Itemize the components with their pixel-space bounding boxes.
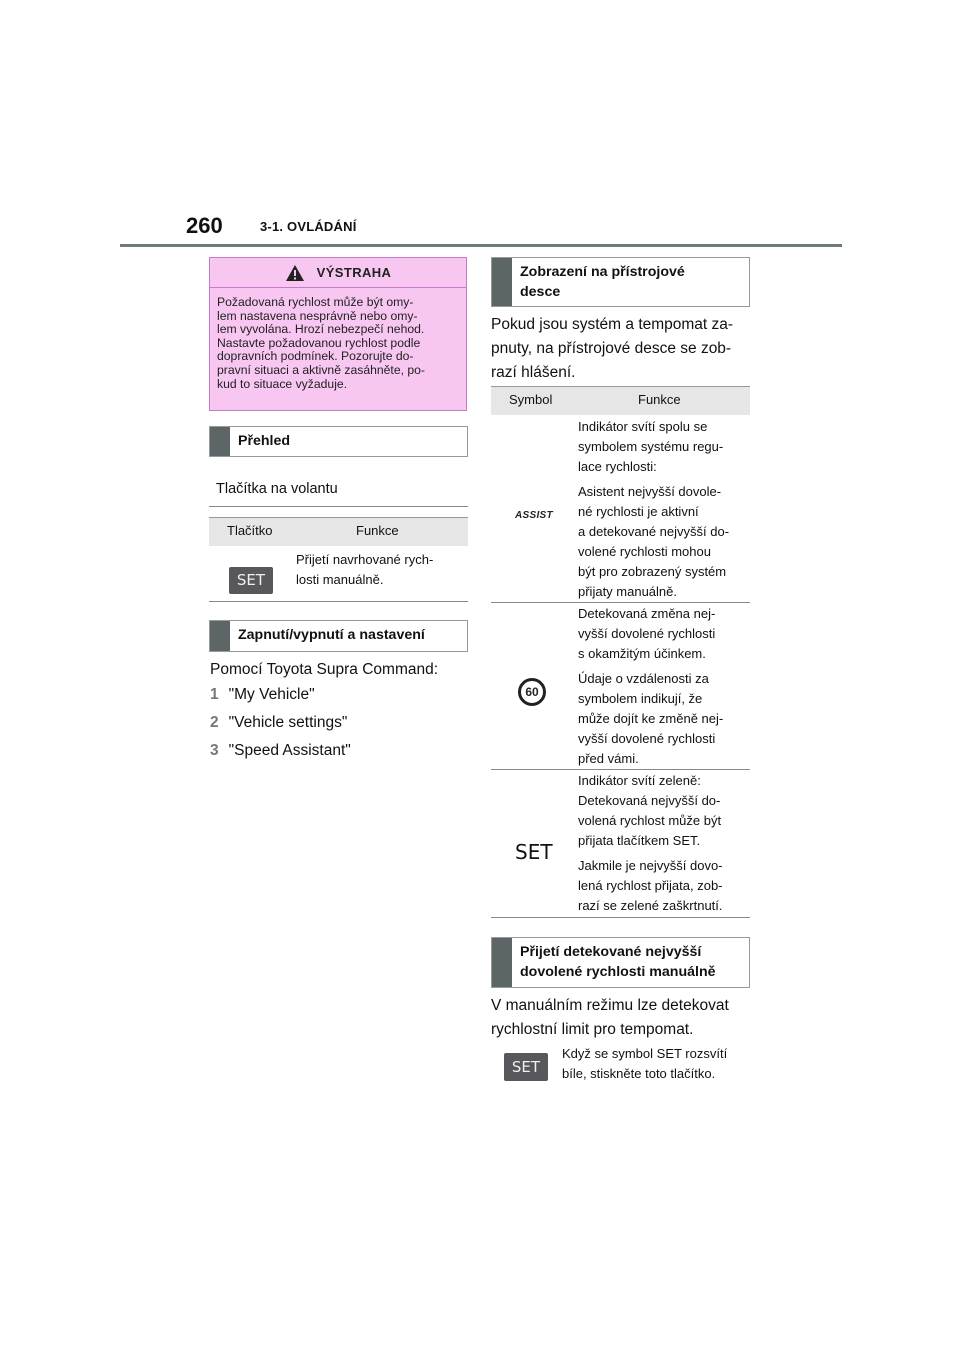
- text-line: Indikátor svítí zeleně:: [578, 773, 701, 788]
- text-line: Detekovaná změna nej-: [578, 606, 716, 621]
- function-line: Přijetí navrhované rych-: [296, 552, 434, 567]
- text-line: přijaty manuálně.: [578, 584, 677, 599]
- step-text: "My Vehicle": [228, 686, 315, 703]
- overview-table-header: [209, 517, 468, 546]
- intro-line: V manuálním režimu lze detekovat: [491, 997, 729, 1014]
- col-button-header: Tlačítko: [227, 523, 273, 538]
- speed-limit-60-icon: 60: [518, 678, 546, 706]
- text-line: lace rychlosti:: [578, 459, 657, 474]
- text-line: volená rychlost může být: [578, 813, 722, 828]
- text-line: razí se zelené zaškrtnutí.: [578, 898, 723, 913]
- text-line: Indikátor svítí spolu se: [578, 419, 708, 434]
- heading-line: dovolené rychlosti manuálně: [520, 964, 716, 980]
- display-intro: [491, 313, 733, 385]
- heading-line: desce: [520, 284, 561, 300]
- display-row-function: [578, 771, 750, 921]
- text-line: Asistent nejvyšší dovole-: [578, 484, 722, 499]
- text-line: před vámi.: [578, 751, 639, 766]
- step-item: [210, 714, 347, 732]
- display-table-header: [491, 386, 750, 415]
- text-line: s okamžitým účinkem.: [578, 646, 706, 661]
- overview-subtitle: Tlačítka na volantu: [216, 481, 338, 497]
- warning-box: [209, 257, 467, 411]
- accept-heading: [491, 937, 750, 988]
- intro-line: rychlostní limit pro tempomat.: [491, 1021, 694, 1038]
- text-line: lená rychlost přijata, zob-: [578, 878, 723, 893]
- section-title: 3-1. OVLÁDÁNÍ: [260, 219, 357, 234]
- intro-line: pnuty, na přístrojové desce se zob-: [491, 340, 732, 357]
- heading-strip: [210, 621, 230, 651]
- set-button-icon: SET: [504, 1053, 548, 1081]
- warning-line: Nastavte požadovanou rychlost podle: [217, 335, 421, 350]
- set-button-icon: SET: [229, 567, 273, 594]
- step-number: 3: [210, 742, 219, 759]
- warning-line: dopravních podmínek. Pozorujte do-: [217, 349, 414, 364]
- text-line: být pro zobrazený systém: [578, 564, 727, 579]
- warning-title: VÝSTRAHA: [316, 265, 392, 280]
- row-divider: [491, 602, 750, 603]
- text-line: přijata tlačítkem SET.: [578, 833, 701, 848]
- warning-line: lem nastavena nesprávně nebo omy-: [217, 308, 418, 323]
- function-line: losti manuálně.: [296, 572, 384, 587]
- assist-symbol: ASSIST: [515, 510, 553, 521]
- display-heading-text: [520, 262, 685, 302]
- warning-line: kud to situace vyžaduje.: [217, 376, 348, 391]
- text-line: Jakmile je nejvyšší dovo-: [578, 858, 723, 873]
- text-line: symbolem systému regu-: [578, 439, 724, 454]
- on-off-heading: [209, 620, 468, 652]
- on-off-intro: Pomocí Toyota Supra Command:: [210, 661, 439, 678]
- on-off-heading-text: Zapnutí/vypnutí a nastavení: [238, 627, 425, 643]
- heading-strip: [492, 258, 512, 306]
- step-text: "Speed Assistant": [228, 742, 351, 759]
- text-line: né rychlosti je aktivní: [578, 504, 699, 519]
- heading-line: Přijetí detekované nejvyšší: [520, 944, 702, 960]
- set-symbol: SET: [515, 840, 553, 864]
- warning-line: Požadovaná rychlost může být omy-: [217, 295, 414, 309]
- note-line: bíle, stiskněte toto tlačítko.: [562, 1066, 716, 1081]
- warning-line: pravní situaci a aktivně zasáhněte, po-: [217, 362, 425, 377]
- accept-note: [562, 1044, 752, 1084]
- step-number: 2: [210, 714, 219, 731]
- subtitle-rule: [209, 506, 468, 507]
- table-bottom-rule: [209, 601, 468, 602]
- header-divider: [120, 244, 842, 247]
- step-item: [210, 742, 351, 760]
- overview-heading-text: Přehled: [238, 433, 291, 449]
- warning-triangle-icon: [285, 264, 305, 282]
- text-line: Údaje o vzdálenosti za: [578, 671, 709, 686]
- overview-heading: [209, 426, 468, 457]
- text-line: volené rychlosti mohou: [578, 544, 711, 559]
- heading-strip: [210, 427, 230, 456]
- heading-strip: [492, 938, 512, 987]
- accept-intro: [491, 994, 729, 1042]
- step-item: [210, 686, 315, 704]
- display-row-function: [578, 604, 750, 774]
- text-line: symbolem indikují, že: [578, 691, 703, 706]
- col-function-header: Funkce: [356, 523, 399, 538]
- text-line: vyšší dovolené rychlosti: [578, 731, 716, 746]
- col-symbol-header: Symbol: [509, 392, 553, 407]
- overview-table-function: [296, 550, 466, 590]
- row-divider: [491, 769, 750, 770]
- text-line: Detekovaná nejvyšší do-: [578, 793, 721, 808]
- warning-header: [210, 258, 466, 288]
- col-function-header: Funkce: [638, 392, 681, 407]
- text-line: vyšší dovolené rychlosti: [578, 626, 716, 641]
- accept-heading-text: [520, 942, 716, 982]
- text-line: a detekované nejvyšší do-: [578, 524, 730, 539]
- step-number: 1: [210, 686, 219, 703]
- display-heading: [491, 257, 750, 307]
- table-bottom-rule: [491, 917, 750, 918]
- warning-line: lem vyvolána. Hrozí nebezpečí nehod.: [217, 322, 425, 337]
- text-line: může dojít ke změně nej-: [578, 711, 724, 726]
- display-row-function: [578, 417, 750, 607]
- step-text: "Vehicle settings": [228, 714, 348, 731]
- intro-line: razí hlášení.: [491, 364, 576, 381]
- page-number: 260: [186, 213, 223, 238]
- heading-line: Zobrazení na přístrojové: [520, 264, 685, 280]
- note-line: Když se symbol SET rozsvítí: [562, 1046, 728, 1061]
- warning-text: [210, 288, 466, 391]
- intro-line: Pokud jsou systém a tempomat za-: [491, 316, 734, 333]
